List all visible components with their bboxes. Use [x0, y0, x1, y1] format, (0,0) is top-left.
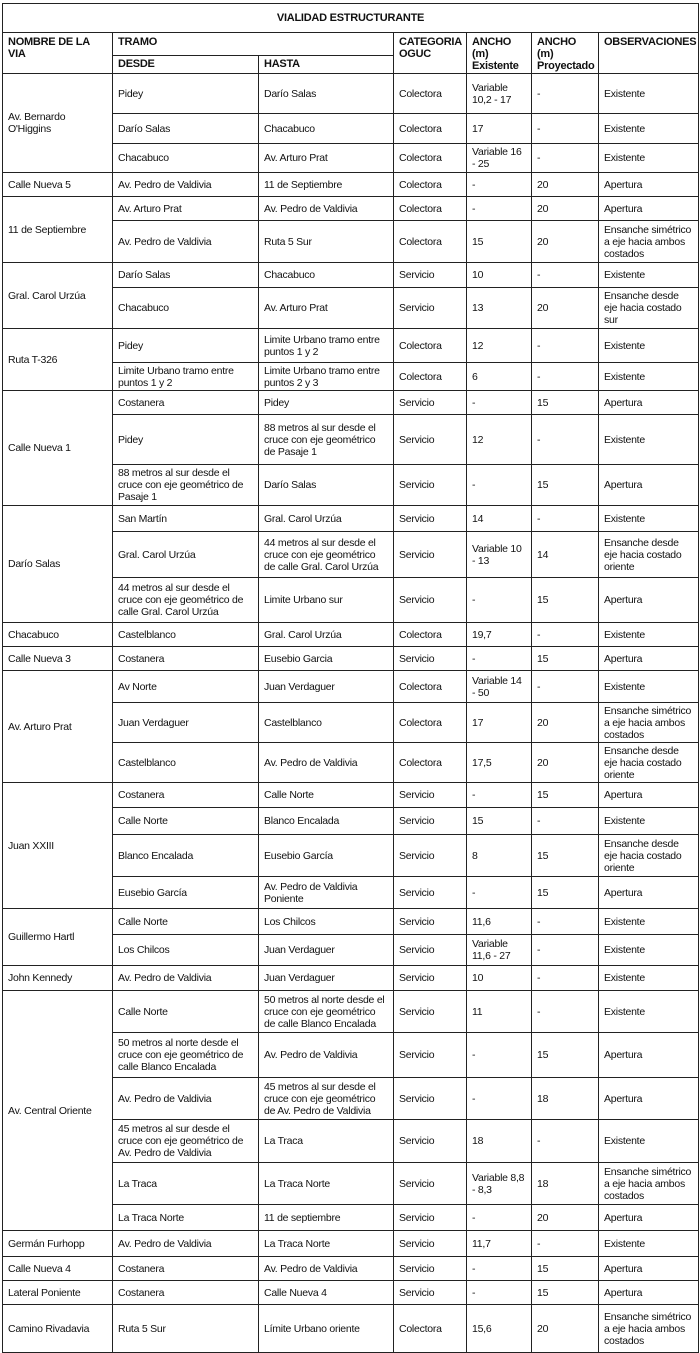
tramo-hasta: La Traca Norte [259, 1163, 394, 1205]
tramo-desde: 50 metros al norte desde el cruce con eje geométrico de calle Blanco Encalada [113, 1033, 259, 1078]
tramo-hasta: Av. Arturo Prat [259, 288, 394, 329]
categoria-oguc: Servicio [394, 1231, 467, 1257]
ancho-proyectado: 20 [532, 1205, 599, 1231]
ancho-existente: 11 [467, 991, 532, 1033]
ancho-proyectado: 15 [532, 578, 599, 623]
categoria-oguc: Servicio [394, 808, 467, 835]
observaciones: Existente [599, 1120, 699, 1163]
tramo-hasta: Av. Pedro de Valdivia [259, 1033, 394, 1078]
ancho-existente: 14 [467, 506, 532, 532]
ancho-proyectado: 15 [532, 391, 599, 415]
categoria-oguc: Colectora [394, 329, 467, 363]
via-name: Germán Furhopp [3, 1231, 113, 1257]
tramo-hasta: Av. Pedro de Valdivia [259, 743, 394, 783]
table-row [3, 173, 699, 197]
ancho-existente: 15 [467, 221, 532, 263]
table-row [3, 671, 699, 703]
ancho-existente: - [467, 578, 532, 623]
tramo-desde: Ruta 5 Sur [113, 1305, 259, 1353]
table-row [3, 966, 699, 991]
ancho-proyectado: 20 [532, 703, 599, 743]
ancho-proyectado: - [532, 415, 599, 465]
categoria-oguc: Servicio [394, 1257, 467, 1281]
via-name: Av. Bernardo O'Higgins [3, 74, 113, 173]
tramo-desde: Av. Pedro de Valdivia [113, 966, 259, 991]
tramo-hasta: Limite Urbano sur [259, 578, 394, 623]
tramo-hasta: Eusebio Garcia [259, 647, 394, 671]
categoria-oguc: Servicio [394, 506, 467, 532]
via-name: 11 de Septiembre [3, 197, 113, 263]
categoria-oguc: Colectora [394, 144, 467, 173]
categoria-oguc: Colectora [394, 114, 467, 144]
ancho-existente: Variable 11,6 - 27 [467, 935, 532, 966]
ancho-existente: 11,6 [467, 909, 532, 935]
observaciones: Existente [599, 966, 699, 991]
ancho-existente: - [467, 173, 532, 197]
observaciones: Apertura [599, 197, 699, 221]
observaciones: Ensanche desde eje hacia costado sur [599, 288, 699, 329]
tramo-desde: Pidey [113, 415, 259, 465]
tramo-hasta: Av. Pedro de Valdivia [259, 197, 394, 221]
tramo-hasta: 11 de septiembre [259, 1205, 394, 1231]
via-name: Calle Nueva 5 [3, 173, 113, 197]
categoria-oguc: Servicio [394, 1078, 467, 1120]
via-name: Lateral Poniente [3, 1281, 113, 1305]
ancho-existente: Variable 16 - 25 [467, 144, 532, 173]
tramo-hasta: Gral. Carol Urzúa [259, 506, 394, 532]
ancho-proyectado: - [532, 329, 599, 363]
categoria-oguc: Servicio [394, 877, 467, 909]
via-name: Gral. Carol Urzúa [3, 263, 113, 329]
categoria-oguc: Servicio [394, 263, 467, 288]
ancho-proyectado: 15 [532, 783, 599, 808]
observaciones: Apertura [599, 783, 699, 808]
observaciones: Apertura [599, 578, 699, 623]
observaciones: Existente [599, 74, 699, 114]
ancho-existente: 12 [467, 415, 532, 465]
ancho-existente: - [467, 1281, 532, 1305]
tramo-hasta: Juan Verdaguer [259, 966, 394, 991]
observaciones: Existente [599, 506, 699, 532]
categoria-oguc: Servicio [394, 1120, 467, 1163]
tramo-hasta: 44 metros al sur desde el cruce con eje geométrico de calle Gral. Carol Urzúa [259, 532, 394, 578]
via-name: Calle Nueva 1 [3, 391, 113, 506]
ancho-proyectado: - [532, 363, 599, 391]
ancho-existente: 15 [467, 808, 532, 835]
tramo-desde: Costanera [113, 783, 259, 808]
header-tramo: TRAMO [113, 33, 394, 56]
table-row [3, 909, 699, 935]
table-row [3, 197, 699, 221]
ancho-proyectado: 15 [532, 1281, 599, 1305]
observaciones: Apertura [599, 877, 699, 909]
tramo-hasta: Blanco Encalada [259, 808, 394, 835]
header-hasta: HASTA [259, 55, 394, 73]
categoria-oguc: Servicio [394, 1033, 467, 1078]
tramo-desde: Av. Pedro de Valdivia [113, 1231, 259, 1257]
categoria-oguc: Colectora [394, 363, 467, 391]
via-name: Calle Nueva 3 [3, 647, 113, 671]
table-row [3, 783, 699, 808]
via-name: Guillermo Hartl [3, 909, 113, 966]
observaciones: Existente [599, 329, 699, 363]
tramo-hasta: Los Chilcos [259, 909, 394, 935]
categoria-oguc: Servicio [394, 391, 467, 415]
ancho-proyectado: 20 [532, 173, 599, 197]
categoria-oguc: Servicio [394, 935, 467, 966]
tramo-hasta: Gral. Carol Urzúa [259, 623, 394, 647]
tramo-desde: Castelblanco [113, 743, 259, 783]
ancho-existente: - [467, 1205, 532, 1231]
table-row [3, 647, 699, 671]
observaciones: Existente [599, 671, 699, 703]
ancho-proyectado: - [532, 144, 599, 173]
tramo-hasta: La Traca Norte [259, 1231, 394, 1257]
categoria-oguc: Servicio [394, 647, 467, 671]
ancho-existente: Variable 10 - 13 [467, 532, 532, 578]
observaciones: Existente [599, 808, 699, 835]
tramo-hasta: Calle Norte [259, 783, 394, 808]
ancho-proyectado: 14 [532, 532, 599, 578]
observaciones: Apertura [599, 647, 699, 671]
tramo-hasta: 11 de Septiembre [259, 173, 394, 197]
tramo-desde: Calle Norte [113, 991, 259, 1033]
tramo-hasta: Juan Verdaguer [259, 935, 394, 966]
tramo-desde: Av. Pedro de Valdivia [113, 221, 259, 263]
table-row [3, 991, 699, 1033]
ancho-existente: Variable 10,2 - 17 [467, 74, 532, 114]
observaciones: Apertura [599, 173, 699, 197]
observaciones: Existente [599, 114, 699, 144]
table-row [3, 623, 699, 647]
tramo-hasta: Limite Urbano tramo entre puntos 2 y 3 [259, 363, 394, 391]
tramo-hasta: Ruta 5 Sur [259, 221, 394, 263]
categoria-oguc: Colectora [394, 197, 467, 221]
categoria-oguc: Colectora [394, 703, 467, 743]
tramo-desde: San Martín [113, 506, 259, 532]
observaciones: Apertura [599, 1205, 699, 1231]
ancho-existente: 17 [467, 114, 532, 144]
tramo-desde: Costanera [113, 647, 259, 671]
ancho-proyectado: - [532, 623, 599, 647]
observaciones: Existente [599, 1231, 699, 1257]
table-row [3, 391, 699, 415]
ancho-proyectado: 15 [532, 647, 599, 671]
ancho-existente: - [467, 391, 532, 415]
ancho-proyectado: 15 [532, 835, 599, 877]
observaciones: Existente [599, 144, 699, 173]
tramo-hasta: Av. Arturo Prat [259, 144, 394, 173]
categoria-oguc: Colectora [394, 743, 467, 783]
tramo-hasta: Juan Verdaguer [259, 671, 394, 703]
ancho-proyectado: - [532, 808, 599, 835]
header-categoria: CATEGORIA OGUC [394, 33, 467, 74]
tramo-desde: Av. Arturo Prat [113, 197, 259, 221]
tramo-hasta: Calle Nueva 4 [259, 1281, 394, 1305]
ancho-proyectado: - [532, 1120, 599, 1163]
tramo-desde: Pidey [113, 74, 259, 114]
tramo-hasta: Darío Salas [259, 465, 394, 506]
table-row [3, 1231, 699, 1257]
tramo-desde: Limite Urbano tramo entre puntos 1 y 2 [113, 363, 259, 391]
observaciones: Existente [599, 935, 699, 966]
tramo-hasta: Limite Urbano tramo entre puntos 1 y 2 [259, 329, 394, 363]
via-name: John Kennedy [3, 966, 113, 991]
ancho-proyectado: 20 [532, 288, 599, 329]
table-row [3, 506, 699, 532]
tramo-desde: Chacabuco [113, 288, 259, 329]
tramo-hasta: La Traca [259, 1120, 394, 1163]
ancho-existente: Variable 14 - 50 [467, 671, 532, 703]
tramo-hasta: Límite Urbano oriente [259, 1305, 394, 1353]
ancho-proyectado: - [532, 966, 599, 991]
tramo-hasta: 45 metros al sur desde el cruce con eje geométrico de Av. Pedro de Valdivia [259, 1078, 394, 1120]
table-row [3, 1281, 699, 1305]
observaciones: Apertura [599, 1257, 699, 1281]
header-desde: DESDE [113, 55, 259, 73]
observaciones: Ensanche desde eje hacia costado oriente [599, 835, 699, 877]
ancho-existente: 15,6 [467, 1305, 532, 1353]
observaciones: Existente [599, 363, 699, 391]
ancho-proyectado: 20 [532, 743, 599, 783]
observaciones: Existente [599, 991, 699, 1033]
categoria-oguc: Servicio [394, 783, 467, 808]
ancho-existente: 6 [467, 363, 532, 391]
tramo-desde: Chacabuco [113, 144, 259, 173]
tramo-desde: Eusebio García [113, 877, 259, 909]
categoria-oguc: Servicio [394, 415, 467, 465]
ancho-existente: 17 [467, 703, 532, 743]
via-name: Darío Salas [3, 506, 113, 623]
tramo-desde: Calle Norte [113, 909, 259, 935]
ancho-existente: Variable 8,8 - 8,3 [467, 1163, 532, 1205]
categoria-oguc: Servicio [394, 532, 467, 578]
ancho-existente: 11,7 [467, 1231, 532, 1257]
tramo-desde: Calle Norte [113, 808, 259, 835]
observaciones: Apertura [599, 1033, 699, 1078]
table-row [3, 329, 699, 363]
observaciones: Apertura [599, 1281, 699, 1305]
ancho-proyectado: 18 [532, 1078, 599, 1120]
observaciones: Ensanche simétrico a eje hacia ambos costados [599, 1305, 699, 1353]
ancho-proyectado: 20 [532, 1305, 599, 1353]
tramo-desde: Los Chilcos [113, 935, 259, 966]
table-row [3, 1305, 699, 1353]
ancho-existente: - [467, 197, 532, 221]
ancho-existente: 12 [467, 329, 532, 363]
tramo-desde: 88 metros al sur desde el cruce con eje geométrico de Pasaje 1 [113, 465, 259, 506]
tramo-desde: La Traca [113, 1163, 259, 1205]
categoria-oguc: Servicio [394, 288, 467, 329]
tramo-desde: Av. Pedro de Valdivia [113, 173, 259, 197]
tramo-hasta: Castelblanco [259, 703, 394, 743]
via-name: Av. Arturo Prat [3, 671, 113, 783]
via-name: Calle Nueva 4 [3, 1257, 113, 1281]
ancho-existente: - [467, 783, 532, 808]
categoria-oguc: Servicio [394, 1205, 467, 1231]
tramo-desde: La Traca Norte [113, 1205, 259, 1231]
ancho-existente: - [467, 1078, 532, 1120]
tramo-desde: Costanera [113, 1257, 259, 1281]
via-name: Chacabuco [3, 623, 113, 647]
tramo-hasta: Av. Pedro de Valdivia Poniente [259, 877, 394, 909]
observaciones: Ensanche simétrico a eje hacia ambos costados [599, 221, 699, 263]
ancho-existente: 10 [467, 966, 532, 991]
tramo-desde: Gral. Carol Urzúa [113, 532, 259, 578]
observaciones: Ensanche desde eje hacia costado oriente [599, 532, 699, 578]
tramo-hasta: Chacabuco [259, 263, 394, 288]
tramo-hasta: Av. Pedro de Valdivia [259, 1257, 394, 1281]
header-ancho-existente: ANCHO (m) Existente [467, 33, 532, 74]
tramo-desde: 44 metros al sur desde el cruce con eje geométrico de calle Gral. Carol Urzúa [113, 578, 259, 623]
observaciones: Apertura [599, 391, 699, 415]
observaciones: Apertura [599, 465, 699, 506]
ancho-proyectado: - [532, 114, 599, 144]
ancho-proyectado: - [532, 909, 599, 935]
tramo-hasta: 50 metros al norte desde el cruce con eje geométrico de calle Blanco Encalada [259, 991, 394, 1033]
ancho-existente: - [467, 1257, 532, 1281]
categoria-oguc: Colectora [394, 173, 467, 197]
tramo-desde: Blanco Encalada [113, 835, 259, 877]
tramo-desde: 45 metros al sur desde el cruce con eje geométrico de Av. Pedro de Valdivia [113, 1120, 259, 1163]
tramo-hasta: Pidey [259, 391, 394, 415]
categoria-oguc: Servicio [394, 465, 467, 506]
ancho-proyectado: 15 [532, 465, 599, 506]
ancho-proyectado: - [532, 74, 599, 114]
table-body [3, 74, 699, 1353]
ancho-proyectado: - [532, 671, 599, 703]
categoria-oguc: Colectora [394, 74, 467, 114]
vialidad-table [2, 3, 699, 1353]
table-row [3, 1257, 699, 1281]
tramo-desde: Darío Salas [113, 263, 259, 288]
categoria-oguc: Servicio [394, 1281, 467, 1305]
tramo-desde: Av Norte [113, 671, 259, 703]
categoria-oguc: Servicio [394, 1163, 467, 1205]
categoria-oguc: Servicio [394, 578, 467, 623]
tramo-hasta: Eusebio García [259, 835, 394, 877]
ancho-proyectado: 15 [532, 877, 599, 909]
observaciones: Existente [599, 909, 699, 935]
observaciones: Ensanche simétrico a eje hacia ambos costados [599, 703, 699, 743]
ancho-proyectado: - [532, 506, 599, 532]
ancho-proyectado: 20 [532, 221, 599, 263]
categoria-oguc: Servicio [394, 966, 467, 991]
ancho-proyectado: 15 [532, 1257, 599, 1281]
ancho-proyectado: - [532, 1231, 599, 1257]
categoria-oguc: Colectora [394, 1305, 467, 1353]
tramo-desde: Pidey [113, 329, 259, 363]
tramo-hasta: Chacabuco [259, 114, 394, 144]
ancho-existente: - [467, 1033, 532, 1078]
tramo-desde: Costanera [113, 1281, 259, 1305]
observaciones: Ensanche simétrico a eje hacia ambos costados [599, 1163, 699, 1205]
ancho-existente: - [467, 877, 532, 909]
observaciones: Existente [599, 263, 699, 288]
tramo-desde: Av. Pedro de Valdivia [113, 1078, 259, 1120]
table-row [3, 263, 699, 288]
ancho-proyectado: - [532, 935, 599, 966]
observaciones: Existente [599, 415, 699, 465]
ancho-proyectado: - [532, 991, 599, 1033]
tramo-desde: Castelblanco [113, 623, 259, 647]
ancho-proyectado: 15 [532, 1033, 599, 1078]
ancho-existente: 17,5 [467, 743, 532, 783]
categoria-oguc: Servicio [394, 909, 467, 935]
ancho-existente: 10 [467, 263, 532, 288]
ancho-existente: 13 [467, 288, 532, 329]
ancho-proyectado: 18 [532, 1163, 599, 1205]
categoria-oguc: Colectora [394, 671, 467, 703]
observaciones: Existente [599, 623, 699, 647]
categoria-oguc: Colectora [394, 221, 467, 263]
via-name: Av. Central Oriente [3, 991, 113, 1231]
ancho-existente: - [467, 465, 532, 506]
table-title: VIALIDAD ESTRUCTURANTE [3, 4, 699, 33]
table-row [3, 74, 699, 114]
categoria-oguc: Colectora [394, 623, 467, 647]
categoria-oguc: Servicio [394, 991, 467, 1033]
ancho-existente: 19,7 [467, 623, 532, 647]
ancho-existente: - [467, 647, 532, 671]
header-nombre: NOMBRE DE LA VIA [3, 33, 113, 74]
header-ancho-proyectado: ANCHO (m) Proyectado [532, 33, 599, 74]
observaciones: Apertura [599, 1078, 699, 1120]
via-name: Juan XXIII [3, 783, 113, 909]
tramo-desde: Darío Salas [113, 114, 259, 144]
via-name: Camino Rivadavia [3, 1305, 113, 1353]
observaciones: Ensanche desde eje hacia costado oriente [599, 743, 699, 783]
ancho-existente: 18 [467, 1120, 532, 1163]
tramo-hasta: Darío Salas [259, 74, 394, 114]
via-name: Ruta T-326 [3, 329, 113, 391]
ancho-proyectado: - [532, 263, 599, 288]
tramo-desde: Costanera [113, 391, 259, 415]
header-observaciones: OBSERVACIONES [599, 33, 699, 74]
tramo-hasta: 88 metros al sur desde el cruce con eje geométrico de Pasaje 1 [259, 415, 394, 465]
ancho-existente: 8 [467, 835, 532, 877]
categoria-oguc: Servicio [394, 835, 467, 877]
tramo-desde: Juan Verdaguer [113, 703, 259, 743]
ancho-proyectado: 20 [532, 197, 599, 221]
